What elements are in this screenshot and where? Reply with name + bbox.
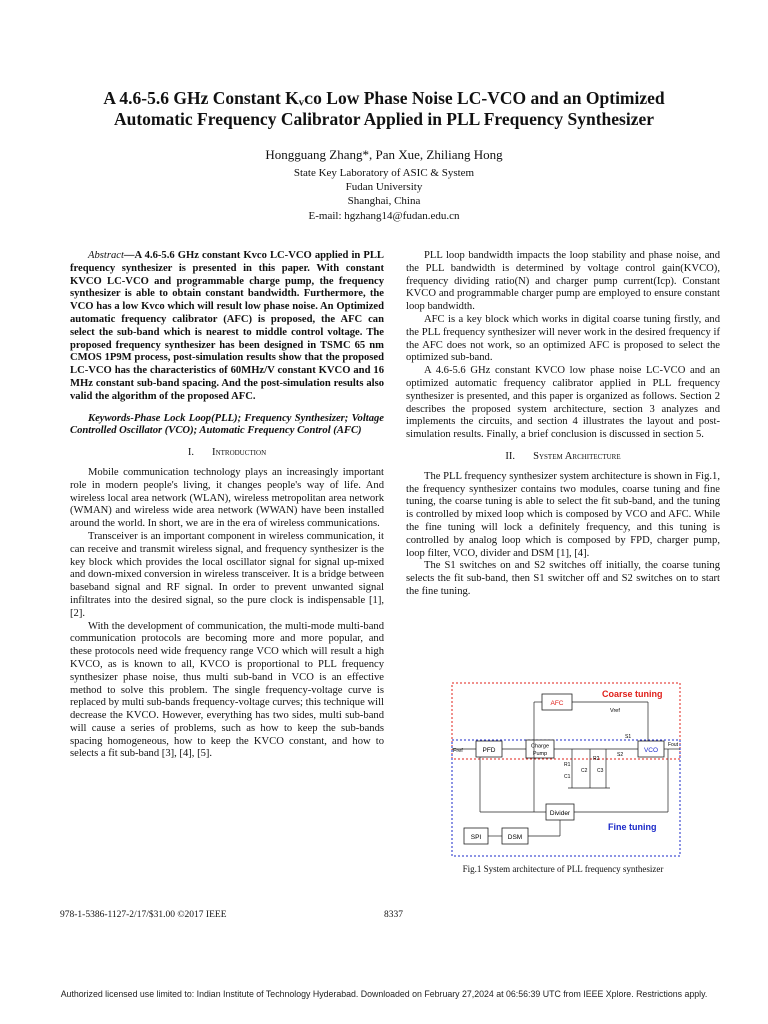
charge-pump-label-1: Charge	[530, 743, 550, 750]
affiliation-email: E-mail: hgzhang14@fudan.edu.cn	[308, 209, 460, 222]
section-heading-introduction	[70, 447, 384, 460]
divider-label: Divider	[549, 810, 571, 817]
license-notice: Authorized licensed use limited to: Indian Institute of Technology Hyderabad. Downloaded on February 27,2024 at 06:56:39 UTC from IEEE Xplore. Restrictions apply.	[60, 989, 708, 999]
intro-paragraph-1: Mobile communication technology plays an increasingly important role in modern people's living, it changes people's way of life. And wireless local area network (WLAN), wireless metropolitan area network (WMAN) and wireless wide area network (WWAN) have been installed around the world. In short, we are in the era of wireless communications.	[70, 466, 384, 530]
c1-label: C1	[564, 774, 571, 780]
architecture-paragraph-2: The S1 switches on and S2 switches off initially, the coarse tuning selects the fit sub-band, then S1 switcher off and S2 switches on to start the fine tuning.	[406, 560, 720, 597]
affiliation-university: Fudan University	[345, 181, 423, 194]
paper-title	[40, 88, 728, 130]
section-title: Introduction	[212, 447, 267, 459]
fine-tuning-label: Fine tuning	[608, 822, 657, 832]
pfd-label: PFD	[482, 747, 496, 754]
s1-label: S1	[625, 734, 632, 740]
c3-label: C3	[597, 768, 604, 774]
spi-label: SPI	[470, 834, 482, 841]
fout-label: Fout	[668, 742, 679, 748]
section-title: System Architecture	[533, 450, 621, 462]
title-line-2: Automatic Frequency Calibrator Applied in PLL Frequency Synthesizer	[113, 109, 655, 129]
r1-label: R1	[564, 762, 571, 768]
title-line-1: A 4.6-5.6 GHz Constant Kᵥᴄᴏ Low Phase Noise LC-VCO and an Optimized	[103, 88, 665, 108]
intro-paragraph-2: Transceiver is an important component in wireless communication, it can receive and transmit wireless signal, and frequency synthesizer is the key block which provides the local oscillator signal for signal up-mixed and down-mixed conversion in wireless transceiver. It is a bridge between baseband signal and RF signal. In order to prevent unwanted signal infiltrates into the desired signal, so the pure clock is indispensable [1], [2].	[70, 530, 384, 619]
c2-label: C2	[581, 768, 588, 774]
architecture-paragraph-1: The PLL frequency synthesizer system architecture is shown in Fig.1, the frequency synthesizer contains two modules, coarse tuning and fine tuning, the coarse tuning is able to select the fit sub-band, and the tuning is controlled by mixed loop which is composed by VCO and AFC. While the fine tuning will lock a definitely frequency, and this tuning is controlled by analog loop which is composed by FPD, charger pump, loop filter, VCO, divider and DSM [1], [4].	[406, 470, 720, 559]
affiliation-lab: State Key Laboratory of ASIC & System	[293, 167, 475, 179]
author-list: Hongguang Zhang*, Pan Xue, Zhiliang Hong	[265, 147, 503, 162]
section-number: II.	[505, 450, 516, 462]
figure-caption: Fig.1 System architecture of PLL frequency synthesizer	[462, 864, 664, 874]
s2-label: S2	[617, 752, 624, 758]
left-column	[70, 250, 384, 761]
right-column	[406, 250, 720, 599]
section-heading-architecture	[406, 451, 720, 464]
r2-label: R2	[593, 756, 600, 762]
pll-architecture-diagram	[450, 680, 682, 860]
intro-paragraph-3: With the development of communication, the multi-mode multi-band communication protocols are becoming more and more popular, and these protocols need wide frequency range VCO which will result a high KVCO, as is known to all, KVCO is proportional to PLL frequency synthesizer phase noise, thus multi sub-band in VCO is an effective method to solve this problem. The single frequency-voltage curve is replaced by multi sub-bands frequency-voltage curves; this technique will decrease the KVCO. However, everything has two sides, multi sub-band will cause a series of problems, such as how to keep the sub-bands spacing homogeneous, how to keep the KVCO constant, and how to selects a fit sub-band [3], [4], [5].	[70, 620, 384, 760]
footer-isbn: 978-1-5386-1127-2/17/$31.00 ©2017 IEEE	[60, 910, 227, 920]
abstract-label: Abstract	[88, 250, 124, 261]
afc-label: AFC	[550, 700, 564, 707]
coarse-tuning-label: Coarse tuning	[602, 689, 663, 699]
section-number: I.	[187, 447, 195, 459]
dsm-label: DSM	[507, 834, 523, 841]
right-paragraph-2: AFC is a key block which works in digital coarse tuning firstly, and the PLL frequency synthesizer will never work in the desired frequency if the AFC does not work, so an optimized AFC is proposed to select the optimized sub-band.	[406, 313, 720, 364]
abstract-text: —A 4.6-5.6 GHz constant Kvco LC-VCO applied in PLL frequency synthesizer is presented in this paper. With constant KVCO LC-VCO and programmable charge pump, the frequency synthesizer is able to obtain constant bandwidth. Furthermore, the VCO has a low Kvco which will result low phase noise. An Optimized automatic frequency calibrator (AFC) is proposed, the AFC can select the sub-band which is nearest to middle control voltage. The proposed frequency synthesizer has been designed in TSMC 65 nm CMOS 1P9M process, post-simulation results show that the proposed LC-VCO has the characteristics of 60MHz/V constant KVCO and 16 MHz constant sub-band spacing. And the post-simulation results also valid the algorithm of the proposed AFC.	[70, 250, 384, 402]
affiliation	[40, 166, 728, 223]
vco-label: VCO	[643, 747, 659, 754]
affiliation-city: Shanghai, China	[347, 195, 421, 208]
fref-label: Fref	[453, 748, 463, 754]
abstract	[70, 250, 384, 404]
page-number: 8337	[384, 910, 403, 920]
charge-pump-label-2: Pump	[532, 751, 548, 757]
right-paragraph-1: PLL loop bandwidth impacts the loop stability and phase noise, and the PLL bandwidth is determined by voltage control gain(KVCO), frequency dividing ratio(N) and charger pump current(Icp). Constant KVCO and programmable charger pump are employed to ensure constant loop bandwidth.	[406, 250, 720, 313]
keywords: Keywords-Phase Lock Loop(PLL); Frequency Synthesizer; Voltage Controlled Oscillator (VCO); Automatic Frequency Control (AFC)	[70, 412, 384, 437]
vref-label: Vref	[610, 708, 620, 714]
right-paragraph-3: A 4.6-5.6 GHz constant KVCO low phase noise LC-VCO and an optimized automatic frequency calibrator applied in PLL frequency synthesizer is presented, and this paper is organized as follows. Section 2 describes the proposed system architecture, section 3 analyzes and implements the circuits, and section 4 illustrates the layout and post-simulation results. Finally, a brief conclusion is discussed in section 5.	[406, 365, 720, 441]
